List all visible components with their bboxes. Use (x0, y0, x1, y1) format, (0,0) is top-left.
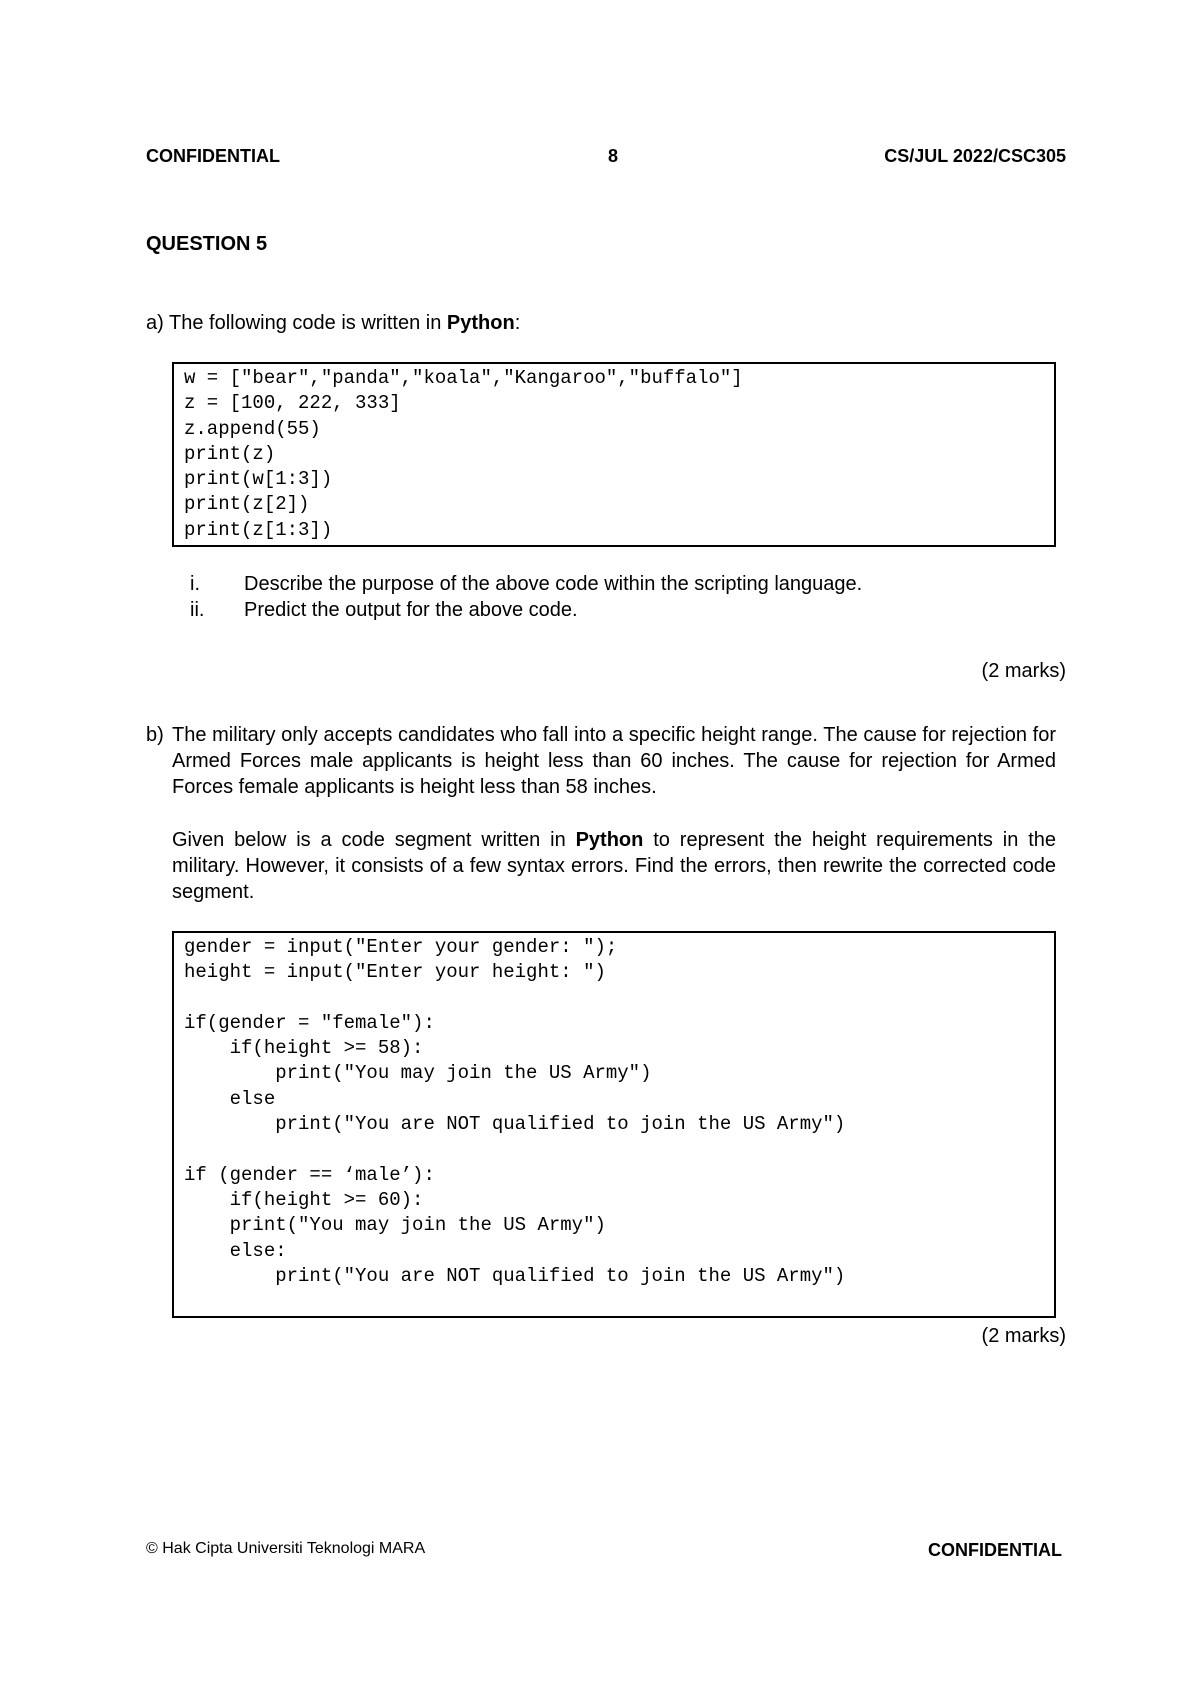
part-b-para2-bold: Python (575, 829, 644, 851)
list-item-number: i. (190, 573, 200, 595)
list-item (172, 597, 1052, 623)
part-b-para2-start: Given below is a code segment written in (172, 829, 566, 851)
code-line: z.append(55) (184, 417, 321, 440)
footer-confidential: CONFIDENTIAL (928, 1540, 1062, 1560)
part-a-marks: (2 marks) (981, 660, 1066, 682)
code-line: print(z[1:3]) (184, 518, 333, 541)
code-line: height = input("Enter your height: ") (184, 961, 606, 984)
code-line: print(z[2]) (184, 493, 310, 516)
part-b-para2-end: to represent the height requirements in the military. However, it consists of a few syntax errors. Find the errors, then rewrite the corrected code segment. (172, 829, 1056, 903)
header-confidential: CONFIDENTIAL (146, 146, 280, 166)
list-item-text: Predict the output for the above code. (244, 599, 578, 621)
code-line: print("You may join the US Army") (184, 1214, 606, 1237)
code-line: w = ["bear","panda","koala","Kangaroo","buffalo"] (184, 367, 743, 389)
code-line: if(gender = "female"): (184, 1011, 435, 1034)
part-b-marks: (2 marks) (981, 1325, 1066, 1347)
code-line (184, 1137, 1044, 1162)
code-line (184, 1289, 1044, 1314)
page-number: 8 (608, 146, 619, 166)
footer-copyright: © Hak Cipta Universiti Teknologi MARA (146, 1540, 426, 1557)
code-line: if(height >= 58): (184, 1037, 424, 1060)
code-line: print("You are NOT qualified to join the US Army") (184, 1113, 846, 1136)
code-line: print(w[1:3]) (184, 468, 333, 491)
code-line: print(z) (184, 442, 276, 465)
part-a-label: a) (146, 312, 164, 334)
code-line (184, 986, 1044, 1011)
list-item-text: Describe the purpose of the above code within the scripting language. (244, 573, 863, 595)
code-block-b (172, 931, 1056, 1318)
part-a-task-list (172, 571, 1052, 623)
part-a-intro (146, 310, 520, 336)
part-b-paragraph-1: The military only accepts candidates who fall into a specific height range. The cause for rejection for Armed Forces male applicants is height less than 60 inches. The cause for rejection for Armed Forces female applicants is height less than 58 inches. (172, 724, 1056, 798)
code-line: print("You are NOT qualified to join the US Army") (184, 1264, 846, 1287)
code-line: else: (184, 1239, 287, 1262)
part-a-intro-bold: Python (446, 312, 515, 334)
part-a-intro-text: The following code is written in (169, 312, 442, 334)
list-item-number: ii. (190, 599, 205, 621)
course-code: CS/JUL 2022/CSC305 (884, 146, 1066, 166)
code-line: if(height >= 60): (184, 1188, 424, 1211)
code-line: if (gender == ‘male’): (184, 1163, 435, 1186)
list-item (172, 571, 1052, 597)
part-b-label: b) (146, 724, 164, 746)
part-b-paragraph-2 (172, 827, 1056, 905)
code-block-a (172, 362, 1056, 547)
part-a-intro-end: : (514, 312, 521, 334)
code-line: else (184, 1087, 276, 1110)
code-line: print("You may join the US Army") (184, 1062, 652, 1085)
code-line: z = [100, 222, 333] (184, 392, 401, 415)
code-line: gender = input("Enter your gender: "); (184, 936, 618, 958)
question-title: QUESTION 5 (146, 233, 268, 255)
